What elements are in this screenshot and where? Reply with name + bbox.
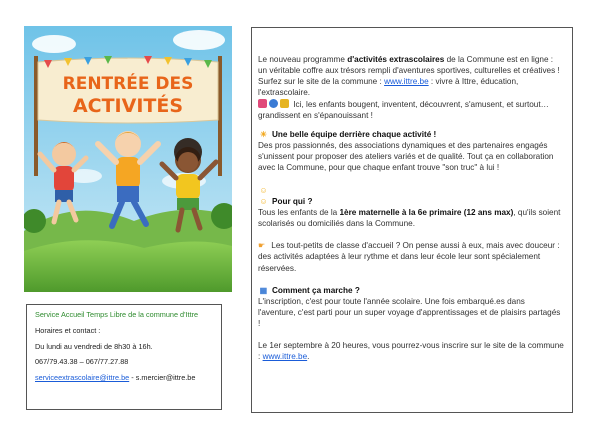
children-icon: ☺☺ xyxy=(259,185,268,206)
paint-icon xyxy=(258,99,267,108)
email-secondary: - s.mercier@ittre.be xyxy=(131,373,196,382)
kids-line: Ici, les enfants bougent, inventent, découvrent, s'amusent, et surtout… grandissent en s'épanouissant ! xyxy=(258,99,549,120)
intro-text-b: de la Commune est en ligne : un véritable coffre aux trésors rempli d'aventures sportives, culturelles et créatives ! Surfez sur le site de la commune : xyxy=(258,55,560,87)
intro-bold: d'activités extrascolaires xyxy=(347,55,445,64)
intro-text-a: Le nouveau programme xyxy=(258,55,348,64)
for-who-bold: 1ère maternelle à la 6e primaire (12 ans max) xyxy=(339,207,514,217)
for-who-paragraph xyxy=(258,207,564,229)
hours-text: Du lundi au vendredi de 8h30 à 16h. xyxy=(35,341,153,351)
main-text-box xyxy=(251,27,573,413)
registration-text: Le 1er septembre à 20 heures, vous pourrez-vous inscrire sur le site de la commune : xyxy=(258,341,564,362)
sun-icon: ☀ xyxy=(259,129,268,139)
registration-period: . xyxy=(307,352,310,362)
team-paragraph: Des pros passionnés, des associations dynamiques et des partenaires engagés s'unissent pour proposer des ateliers variés et de qualité. Tout ça en collaboration avec la Commune, pour que chaque enfant trouve "son truc" à lui ! xyxy=(258,141,554,173)
info-title: Service Accueil Temps Libre de la commune d'Ittre xyxy=(35,310,199,319)
phone-numbers: 067/79.43.38 – 067/77.27.88 xyxy=(35,357,129,367)
banner-line1: RENTRÉE DES xyxy=(62,74,194,94)
heading-team xyxy=(258,129,564,140)
intro-paragraph xyxy=(258,54,564,121)
poster-illustration xyxy=(24,26,232,292)
calendar-icon: ▦ xyxy=(259,285,268,295)
how-paragraph: L'inscription, c'est pour toute l'année scolaire. Une fois embarqué.es dans l'aventure, c'est parti pour un super voyage d'apprentissages et de plaisirs partagés ! xyxy=(258,296,561,329)
intro-text-c: : vivre à Ittre, éducation, l'extrascolaire. xyxy=(258,77,519,98)
toddlers-paragraph xyxy=(258,240,564,273)
theater-icon xyxy=(280,99,289,108)
heading-team-text: Une belle équipe derrière chaque activité ! xyxy=(272,129,437,139)
intro-website-link[interactable]: www.ittre.be xyxy=(384,77,429,87)
registration-paragraph xyxy=(258,340,564,362)
registration-website-link[interactable]: www.ittre.be xyxy=(262,352,308,362)
banner-line2: ACTIVITÉS xyxy=(72,95,184,117)
for-who-text-b: , qu'ils soient scolarisés ou domiciliés dans la Commune. xyxy=(258,207,561,229)
poster-svg xyxy=(24,26,232,292)
heading-for-who xyxy=(258,185,564,207)
email-line xyxy=(35,374,216,383)
heading-how xyxy=(258,285,564,296)
toddlers-text: Les tout-petits de classe d'accueil ? On pense aussi à eux, mais avec douceur : des activités adaptées à leur rythme et dans leur école leur sont spécialement réservées. xyxy=(258,241,560,273)
heading-how-text: Comment ça marche ? xyxy=(272,285,360,295)
ball-icon xyxy=(269,99,278,108)
heading-for-who-text: Pour qui ? xyxy=(272,196,313,206)
contact-info-box xyxy=(26,304,222,410)
pointing-hand-icon: ☛ xyxy=(258,241,266,251)
for-who-text-a: Tous les enfants de la xyxy=(258,207,340,217)
hours-label: Horaires et contact : xyxy=(35,325,101,335)
email-link-extrascolaire[interactable]: serviceextrascolaire@ittre.be xyxy=(35,373,130,382)
